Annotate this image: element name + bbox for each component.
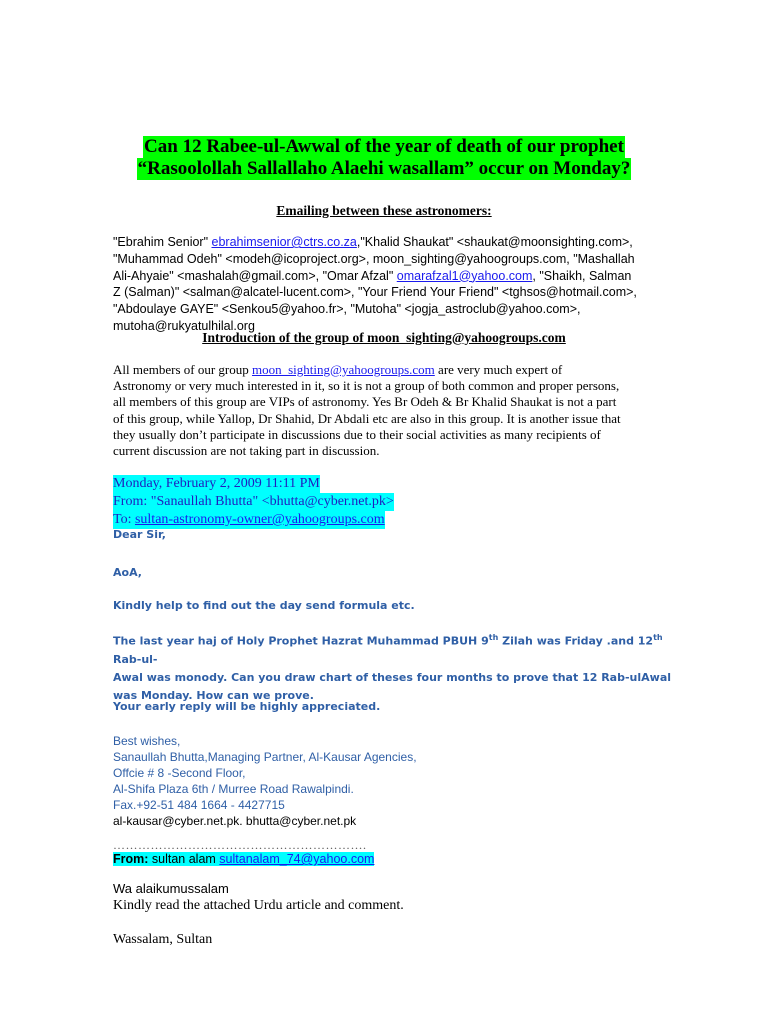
request-line: Kindly help to find out the day send formula etc.	[113, 599, 415, 612]
section-heading-emailing: Emailing between these astronomers:	[276, 203, 492, 218]
recipient-line: mutoha@rukyatulhilal.org	[113, 318, 255, 333]
document-title	[0, 136, 768, 180]
signature-block: Best wishes, Sanaullah Bhutta,Managing Partner, Al-Kausar Agencies, Offcie # 8 -Second Floor, Al-Shifa Plaza 6th / Murree Road Rawalpindi. Fax.+92-51 484 1664 - 4427715 al-kausar@cyber.net.pk. bhutta@cyber.net.pk	[113, 734, 417, 828]
email-link[interactable]: ebrahimsenior@ctrs.co.za	[211, 235, 357, 249]
email-header	[113, 475, 394, 529]
title-line-1: Can 12 Rabee-ul-Awwal of the year of death of our prophet	[144, 136, 624, 157]
to-email-link[interactable]: sultan-astronomy-owner@yahoogroups.com	[134, 512, 385, 527]
introduction-paragraph: All members of our group moon_sighting@yahoogroups.com are very much expert of Astronomy or very much interested in it, so it is not a group of both common and proper persons, all members of this group are VIPs of astronomy. Yes Br Odeh & Br Khalid Shaukat is not a part of this group, while Yallop, Dr Shahid, Dr Abdali etc are also in this group. It is another issue that they usually don’t participate in discussions due to their social activities as many recipients of current discussion are not taking part in discussion.	[113, 362, 621, 459]
title-line-2: “Rasoolollah Sallallaho Alaehi wasallam” occur on Monday?	[137, 158, 631, 179]
recipient-line: Ali-Ahyaie" <mashalah@gmail.com>, "Omar Afzal" omarafzal1@yahoo.com, "Shaikh, Salman	[113, 268, 632, 283]
section-heading-introduction: Introduction of the group of moon_sighting@yahoogroups.com	[202, 330, 566, 345]
email-to: To: sultan-astronomy-owner@yahoogroups.com	[113, 512, 385, 527]
recipient-line: "Muhammad Odeh" <modeh@icoproject.org>, moon_sighting@yahoogroups.com, "Mashallah	[113, 251, 635, 266]
group-link[interactable]: moon_sighting@yahoogroups.com	[252, 362, 435, 377]
recipient-line: Z (Salman)" <salman@alcatel-lucent.com>, "Your Friend Your Friend" <tghsos@hotmail.com>,	[113, 285, 637, 300]
reply-body: Kindly read the attached Urdu article and comment.	[113, 898, 404, 913]
reply-closing: Wassalam, Sultan	[113, 932, 213, 947]
recipient-line: "Abdoulaye GAYE" <Senkou5@yahoo.fr>, "Mutoha" <jogja_astroclub@yahoo.com>,	[113, 302, 581, 317]
recipient-line: "Ebrahim Senior" ebrahimsenior@ctrs.co.za,"Khalid Shaukat" <shaukat@moonsighting.com>,	[113, 235, 633, 249]
aoa: AoA,	[113, 566, 142, 579]
recipient-list	[113, 234, 658, 335]
signature-email: al-kausar@cyber.net.pk. bhutta@cyber.net.pk	[113, 814, 357, 828]
closing-line: Your early reply will be highly appreciated.	[113, 700, 381, 713]
reply-from: From: sultan alam sultanalam_74@yahoo.com	[113, 852, 375, 866]
email-link[interactable]: omarafzal1@yahoo.com	[396, 268, 533, 283]
greeting: Dear Sir,	[113, 528, 166, 541]
email-date: Monday, February 2, 2009 11:11 PM	[113, 476, 320, 491]
reply-greeting: Wa alaikumussalam	[113, 881, 229, 896]
separator-dots: …………………………………………………….	[113, 838, 367, 852]
reply-email-link[interactable]: sultanalam_74@yahoo.com	[219, 852, 375, 866]
question-paragraph: The last year haj of Holy Prophet Hazrat Muhammad PBUH 9th Zilah was Friday .and 12th Rab-ul- Awal was monody. Can you draw chart of theses four months to prove that 12 Rab-ulAwal was Monday. How can we prove.	[113, 633, 672, 702]
email-from: From: "Sanaullah Bhutta" <bhutta@cyber.net.pk>	[113, 494, 394, 509]
